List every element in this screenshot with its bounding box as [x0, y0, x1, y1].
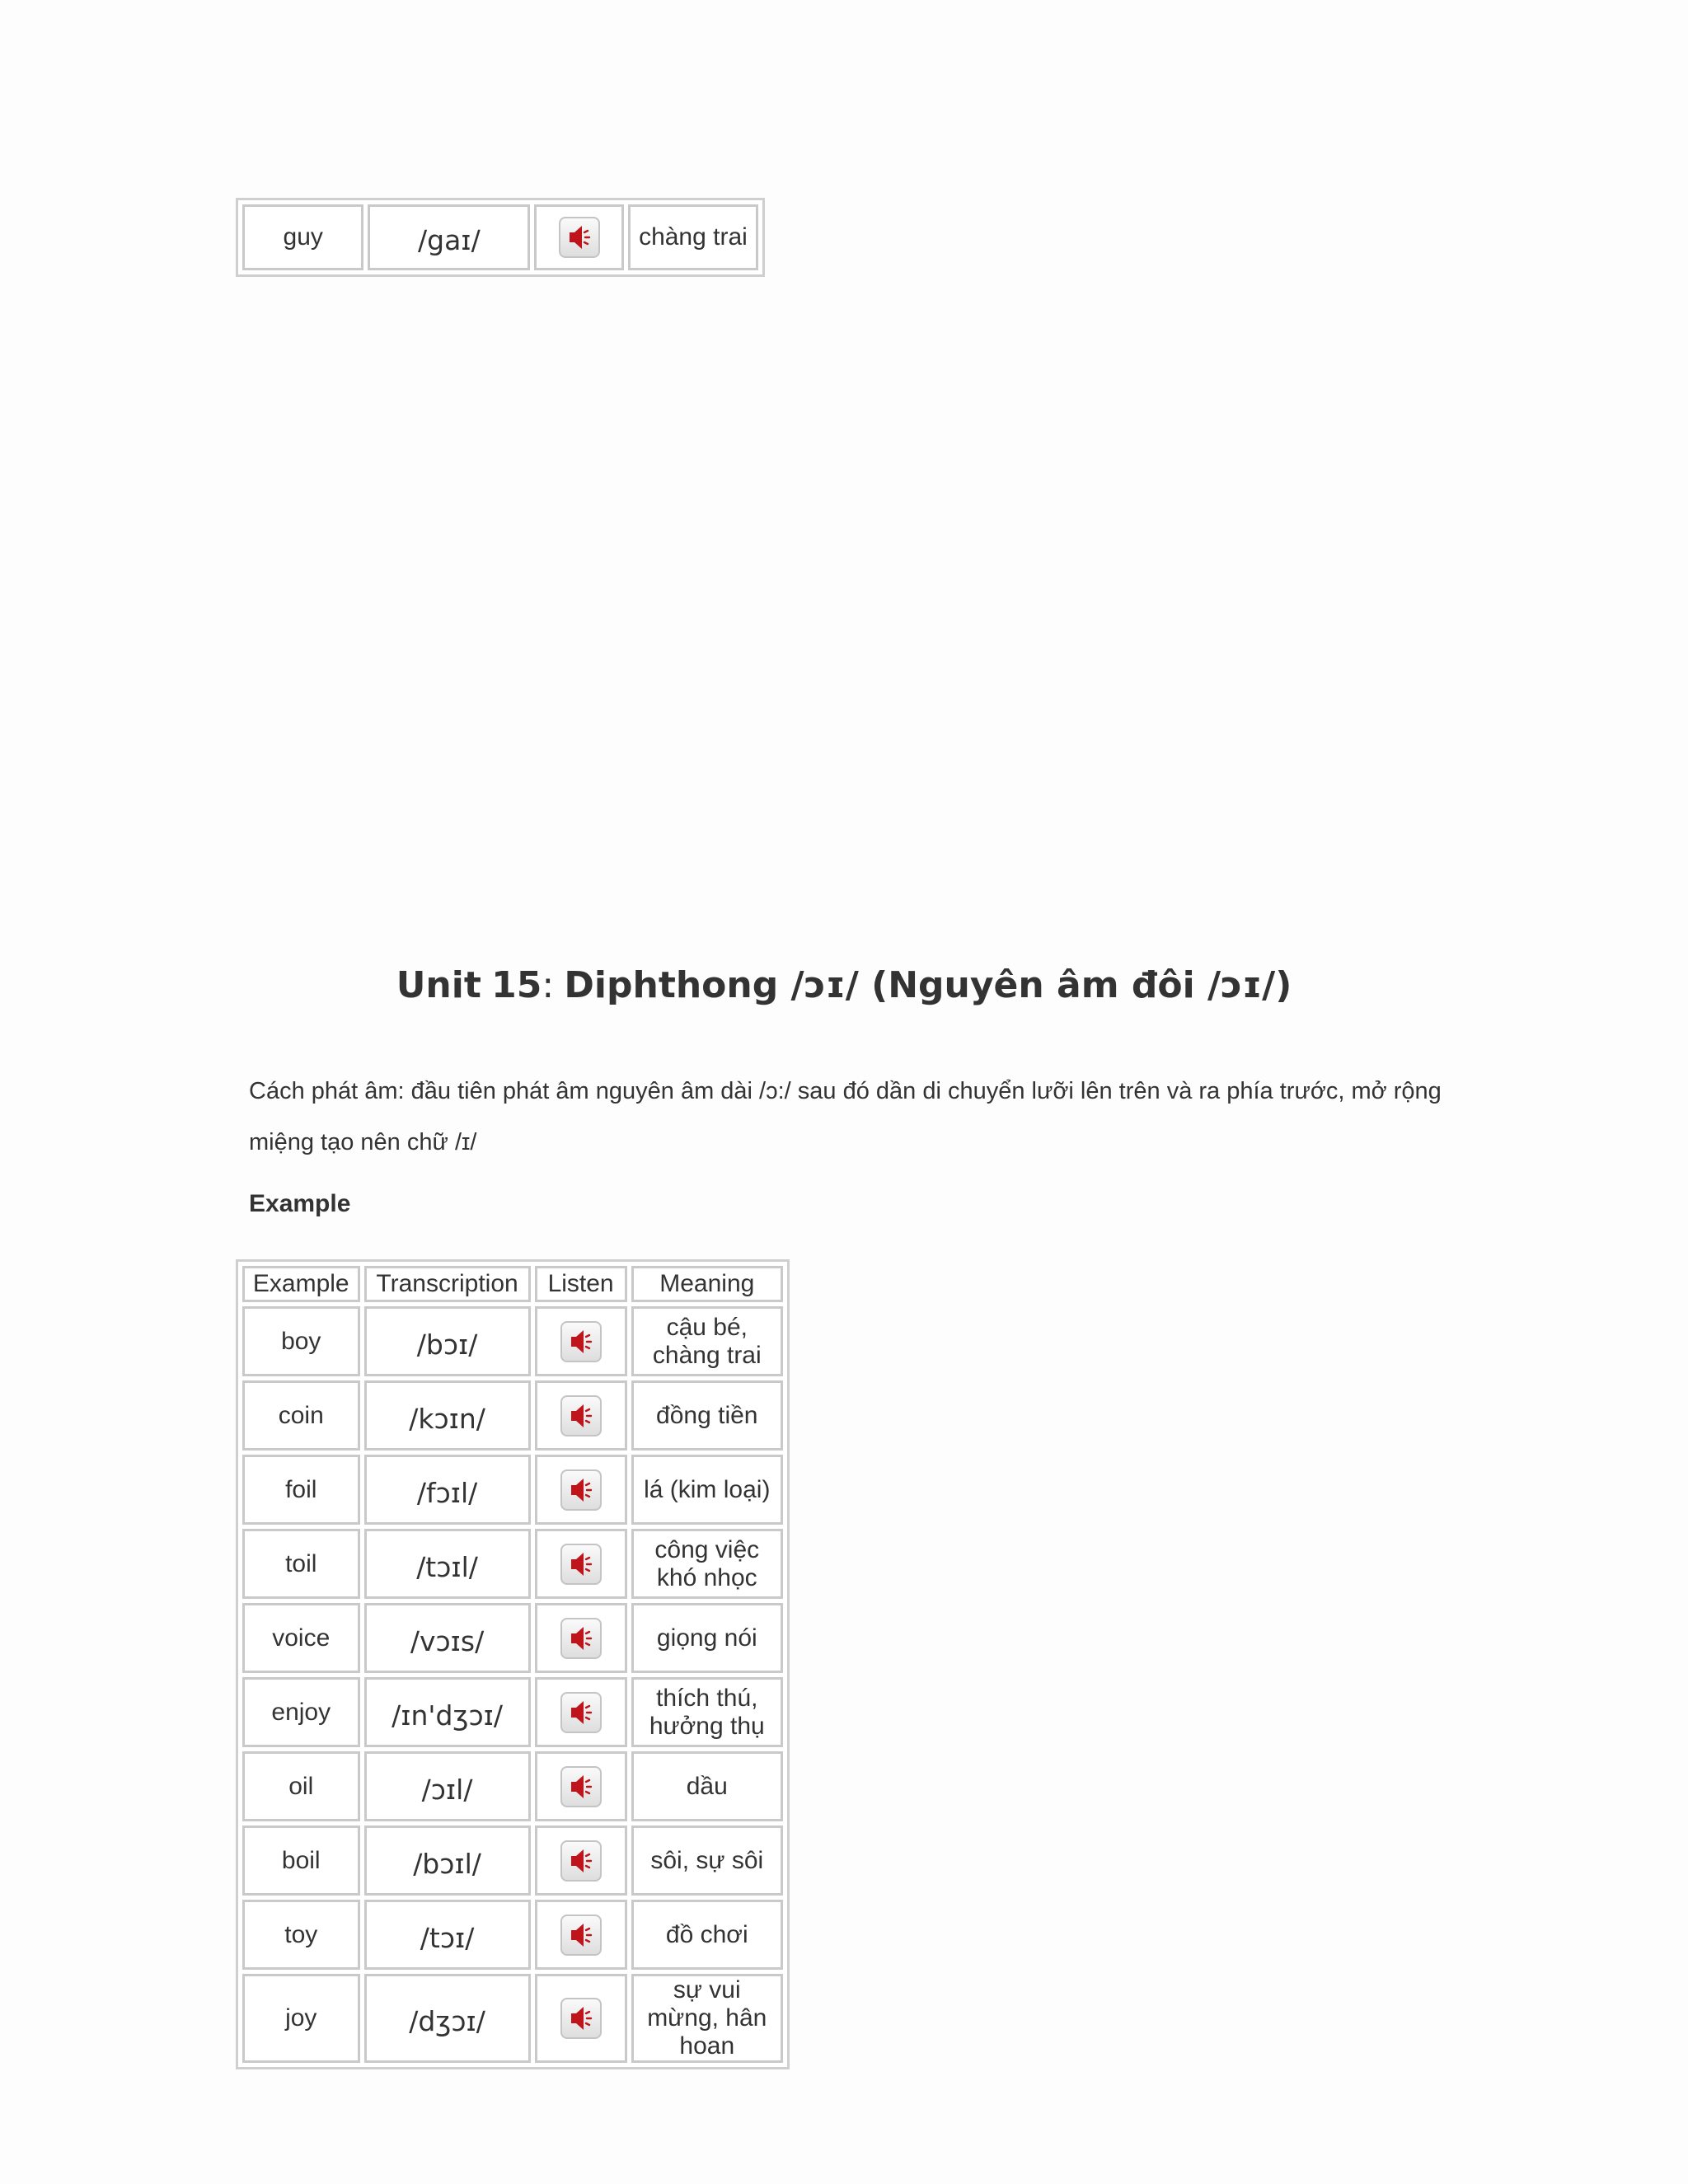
- ipa-cell: /dʒɔɪ/: [364, 1974, 531, 2063]
- unit-separator: :: [542, 964, 555, 1006]
- listen-cell: [535, 1751, 627, 1821]
- header-meaning: Meaning: [631, 1266, 783, 1302]
- ipa-cell: /gaɪ/: [368, 204, 530, 270]
- ipa-cell: /ɔɪl/: [364, 1751, 531, 1821]
- ipa-cell: /ɪn'dʒɔɪ/: [364, 1677, 531, 1747]
- word-cell: boil: [242, 1825, 360, 1896]
- table-row: [242, 1751, 783, 1821]
- listen-cell: [535, 1455, 627, 1525]
- listen-cell: [535, 1529, 627, 1599]
- ipa-cell: /bɔɪl/: [364, 1825, 531, 1896]
- listen-cell: [535, 1974, 627, 2063]
- meaning-cell: lá (kim loại): [631, 1455, 783, 1525]
- word-cell: boy: [242, 1306, 360, 1376]
- ipa-cell: /kɔɪn/: [364, 1380, 531, 1451]
- table-row: [242, 1974, 783, 2063]
- vocab-table-fragment: [236, 198, 765, 277]
- meaning-cell: chàng trai: [628, 204, 758, 270]
- word-cell: toy: [242, 1900, 360, 1970]
- ipa-cell: /fɔɪl/: [364, 1455, 531, 1525]
- speaker-icon[interactable]: [560, 1915, 602, 1956]
- listen-cell: [534, 204, 624, 270]
- listen-cell: [535, 1603, 627, 1673]
- unit-prefix: Unit: [396, 964, 481, 1006]
- ipa-cell: /tɔɪ/: [364, 1900, 531, 1970]
- meaning-cell: giọng nói: [631, 1603, 783, 1673]
- speaker-icon[interactable]: [560, 1395, 602, 1436]
- unit-title-main: Diphthong /ɔɪ/ (Nguyên âm đôi /ɔɪ/): [564, 964, 1292, 1006]
- speaker-icon[interactable]: [559, 217, 600, 258]
- meaning-cell: cậu bé, chàng trai: [631, 1306, 783, 1376]
- word-cell: joy: [242, 1974, 360, 2063]
- table-row: [242, 1603, 783, 1673]
- header-example: Example: [242, 1266, 360, 1302]
- meaning-cell: công việc khó nhọc: [631, 1529, 783, 1599]
- speaker-icon[interactable]: [560, 1618, 602, 1659]
- table-row: [242, 1677, 783, 1747]
- speaker-icon[interactable]: [560, 1998, 602, 2039]
- header-listen: Listen: [535, 1266, 627, 1302]
- table-row: [242, 1306, 783, 1376]
- meaning-cell: thích thú, hưởng thụ: [631, 1677, 783, 1747]
- table-row: [242, 1455, 783, 1525]
- vocab-table: [236, 1259, 790, 2069]
- word-cell: voice: [242, 1603, 360, 1673]
- listen-cell: [535, 1306, 627, 1376]
- table-row: [242, 204, 758, 270]
- table-row: [242, 1529, 783, 1599]
- description-text: Cách phát âm: đầu tiên phát âm nguyên âm dài /ɔ:/ sau đó dần di chuyển lưỡi lên trên và ra phía trước, mở rộng miệng tạo nên chữ /ɪ/: [249, 1078, 1442, 1155]
- word-cell: foil: [242, 1455, 360, 1525]
- meaning-cell: sự vui mừng, hân hoan: [631, 1974, 783, 2063]
- listen-cell: [535, 1677, 627, 1747]
- speaker-icon[interactable]: [560, 1321, 602, 1362]
- table-header-row: [242, 1266, 783, 1302]
- speaker-icon[interactable]: [560, 1469, 602, 1511]
- meaning-cell: đồ chơi: [631, 1900, 783, 1970]
- table-row: [242, 1900, 783, 1970]
- word-cell: coin: [242, 1380, 360, 1451]
- word-cell: oil: [242, 1751, 360, 1821]
- word-cell: guy: [242, 204, 363, 270]
- table-row: [242, 1825, 783, 1896]
- speaker-icon[interactable]: [560, 1692, 602, 1733]
- speaker-icon[interactable]: [560, 1766, 602, 1807]
- ipa-cell: /bɔɪ/: [364, 1306, 531, 1376]
- listen-cell: [535, 1380, 627, 1451]
- ipa-cell: /vɔɪs/: [364, 1603, 531, 1673]
- example-heading: Example: [249, 1190, 351, 1217]
- meaning-cell: sôi, sự sôi: [631, 1825, 783, 1896]
- speaker-icon[interactable]: [560, 1544, 602, 1585]
- speaker-icon[interactable]: [560, 1840, 602, 1882]
- pronunciation-description: [249, 1066, 1469, 1168]
- listen-cell: [535, 1900, 627, 1970]
- table-row: [242, 1380, 783, 1451]
- word-cell: enjoy: [242, 1677, 360, 1747]
- unit-number: 15: [491, 964, 542, 1006]
- word-cell: toil: [242, 1529, 360, 1599]
- unit-title: [0, 964, 1688, 1006]
- meaning-cell: đồng tiền: [631, 1380, 783, 1451]
- meaning-cell: dầu: [631, 1751, 783, 1821]
- ipa-cell: /tɔɪl/: [364, 1529, 531, 1599]
- listen-cell: [535, 1825, 627, 1896]
- header-transcription: Transcription: [364, 1266, 531, 1302]
